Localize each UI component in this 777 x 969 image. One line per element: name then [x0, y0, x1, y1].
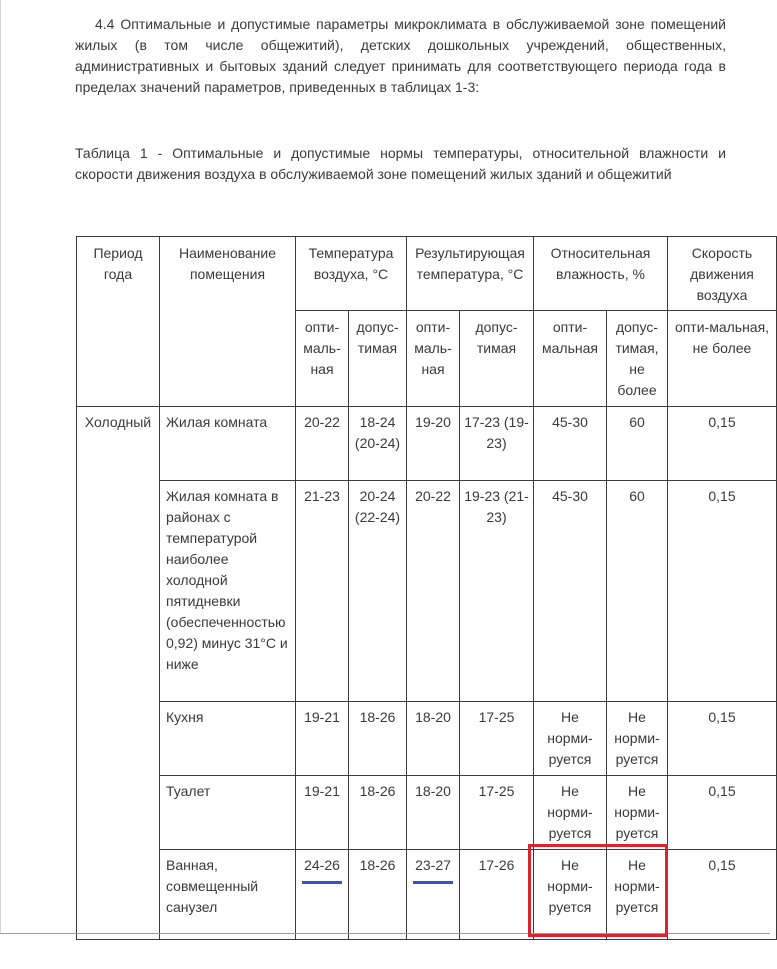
sub-res-opt: опти-маль-ная [407, 311, 460, 407]
hum-opt-cell: Не норми-руется [534, 850, 607, 940]
sub-hum-dop: допус-тимая, не более [607, 311, 668, 407]
hum-dop-cell: 60 [607, 481, 668, 702]
page-left-border [0, 0, 1, 933]
room-cell: Кухня [160, 702, 296, 776]
table-container [76, 236, 770, 933]
header-result-temp: Результирующая температура, °С [407, 237, 534, 311]
room-cell: Жилая комната [160, 407, 296, 481]
hum-dop-cell: 60 [607, 407, 668, 481]
res-opt-cell: 20-22 [407, 481, 460, 702]
air-dop-cell: 18-26 [349, 776, 407, 850]
res-dop-cell: 17-23 (19-23) [460, 407, 534, 481]
highlight-box [528, 844, 668, 937]
res-opt-cell: 18-20 [407, 702, 460, 776]
hum-opt-cell: 45-30 [534, 407, 607, 481]
intro-paragraph: 4.4 Оптимальные и допустимые параметры микроклимата в обслуживаемой зоне помещений жилых (в том числе общежитий), детских дошкольных учреждений, общественных, административных и бытовых зданий следует принимать для соответствующего периода года в пределах значений параметров, приведенных в таблицах 1-3: [75, 16, 726, 95]
hum-dop-cell: Не норми-руется [607, 850, 668, 940]
header-humidity: Относительная влажность, % [534, 237, 668, 311]
res-dop-cell: 19-23 (21-23) [460, 481, 534, 702]
room-cell: Жилая комната в районах с температурой наиболее холодной пятидневки (обеспеченностью 0,92) минус 31°С и ниже [160, 481, 296, 702]
header-speed: Скорость движения воздуха [668, 237, 777, 311]
air-opt-cell: 21-23 [296, 481, 349, 702]
underlined-value: 23-27 [415, 855, 451, 876]
hum-dop-cell: Не норми-руется [607, 702, 668, 776]
res-dop-cell: 17-26 [460, 850, 534, 940]
room-cell: Туалет [160, 776, 296, 850]
air-opt-cell: 19-21 [296, 776, 349, 850]
table-row [77, 850, 777, 940]
room-cell: Ванная, совмещенный санузел [160, 850, 296, 940]
sub-air-dop: допус-тимая [349, 311, 407, 407]
header-room: Наименование помещения [160, 237, 296, 407]
table-row [77, 776, 777, 850]
res-opt-cell: 18-20 [407, 776, 460, 850]
speed-cell: 0,15 [668, 702, 777, 776]
hum-opt-cell: Не норми-руется [534, 776, 607, 850]
speed-cell: 0,15 [668, 407, 777, 481]
table-row [77, 702, 777, 776]
air-dop-cell: 18-24 (20-24) [349, 407, 407, 481]
table-row [77, 481, 777, 702]
air-dop-cell: 18-26 [349, 850, 407, 940]
header-row [77, 237, 777, 311]
underlined-value: 24-26 [304, 855, 340, 876]
hum-opt-cell: 45-30 [534, 481, 607, 702]
table-row [77, 407, 777, 481]
hum-dop-cell: Не норми-руется [607, 776, 668, 850]
air-opt-cell: 20-22 [296, 407, 349, 481]
air-opt-cell [296, 850, 349, 940]
sub-speed-opt: опти-мальная, не более [668, 311, 777, 407]
air-opt-cell: 19-21 [296, 702, 349, 776]
res-opt-cell: 19-20 [407, 407, 460, 481]
res-dop-cell: 17-25 [460, 776, 534, 850]
speed-cell: 0,15 [668, 776, 777, 850]
hum-opt-cell: Не норми-руется [534, 702, 607, 776]
sub-hum-opt: опти-мальная [534, 311, 607, 407]
speed-cell: 0,15 [668, 850, 777, 940]
res-dop-cell: 17-25 [460, 702, 534, 776]
table-caption: Таблица 1 - Оптимальные и допустимые нормы температуры, относительной влажности и скорости движения воздуха в обслуживаемой зоне помещений жилых зданий и общежитий [75, 145, 726, 182]
speed-cell: 0,15 [668, 481, 777, 702]
header-air-temp: Температура воздуха, °С [296, 237, 407, 311]
sub-air-opt: опти-маль-ная [296, 311, 349, 407]
header-period: Период года [77, 237, 160, 407]
microclimate-table [76, 236, 777, 940]
air-dop-cell: 20-24 (22-24) [349, 481, 407, 702]
air-dop-cell: 18-26 [349, 702, 407, 776]
period-cell: Холодный [77, 407, 160, 940]
res-opt-cell [407, 850, 460, 940]
sub-res-dop: допус-тимая [460, 311, 534, 407]
